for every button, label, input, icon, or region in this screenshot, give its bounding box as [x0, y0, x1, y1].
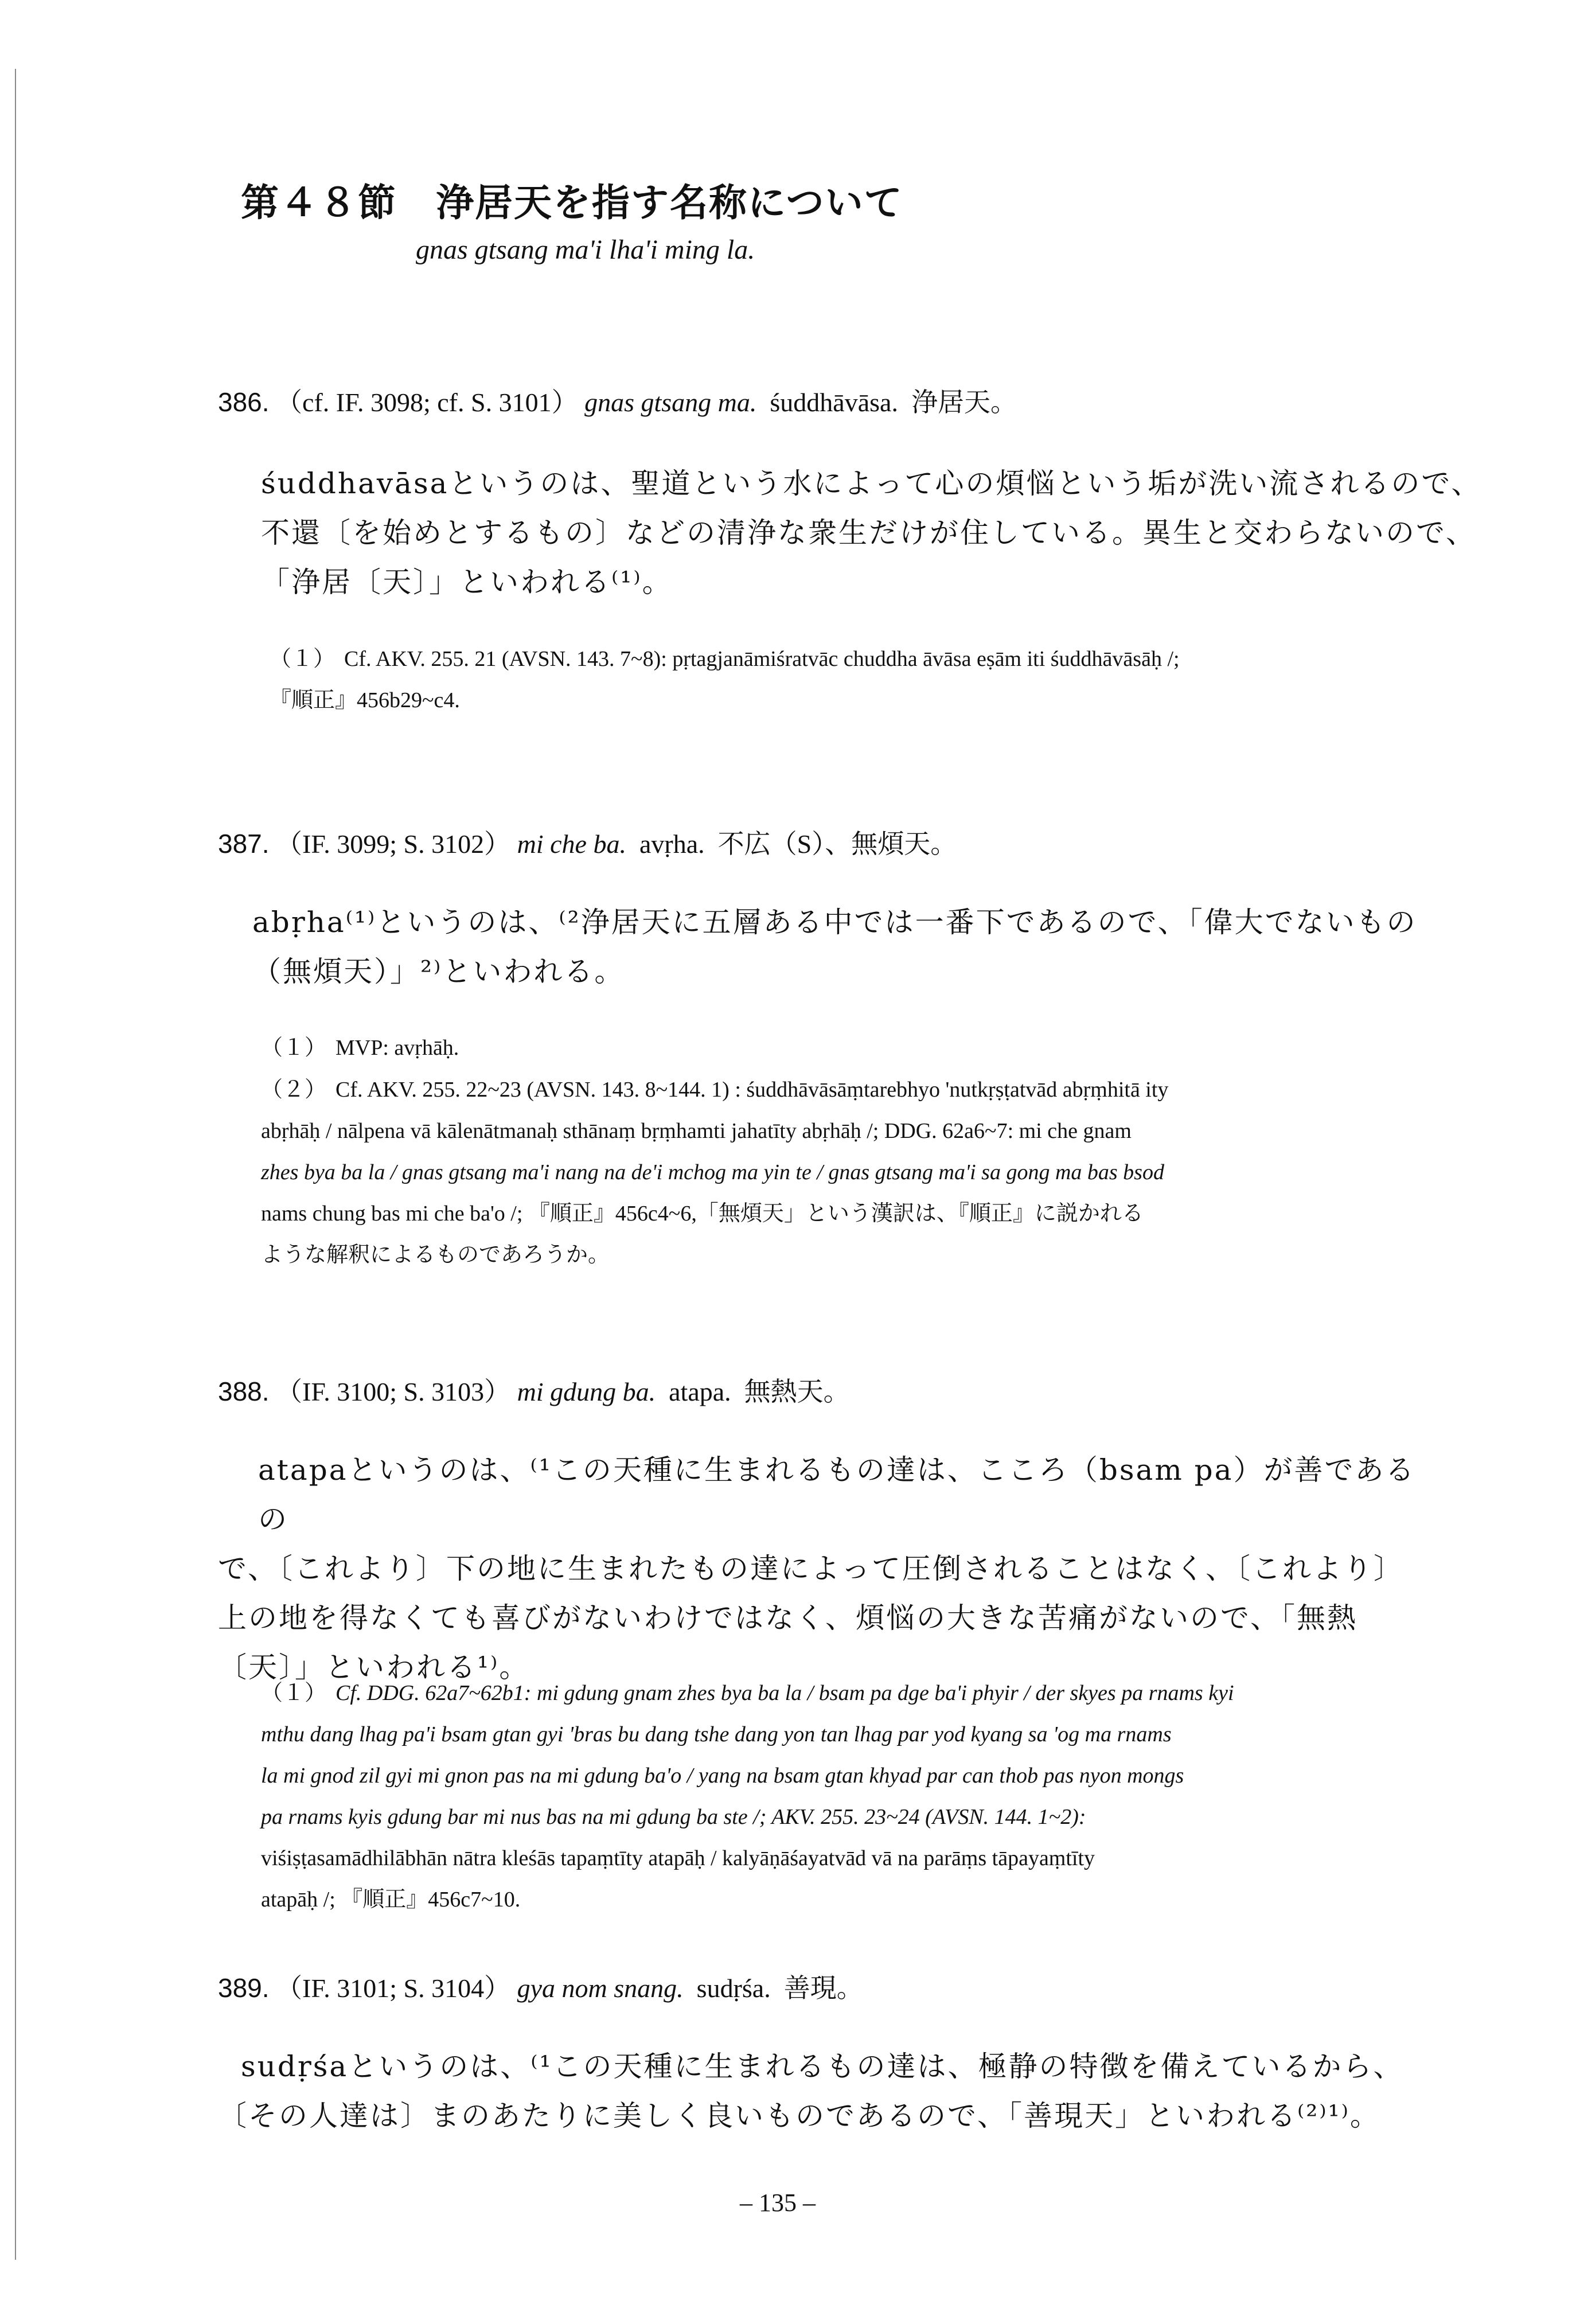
footnote — [261, 1027, 1402, 1069]
page-margin-line — [15, 69, 16, 2260]
entry-body-387 — [252, 898, 1474, 996]
body-line: abṛha⁽¹⁾というのは、⁽²浄居天に五層ある中では一番下であるので、「偉大でないもの — [252, 906, 1417, 939]
entry-number: 388. — [218, 1377, 270, 1406]
footnote-line: Cf. AKV. 255. 21 (AVSN. 143. 7~8): pṛtagjanāmiśratvāc chuddha āvāsa eṣām iti śuddhāvāsāḥ /; — [344, 647, 1180, 671]
footnote-line: ような解釈によるものであろうか。 — [261, 1243, 610, 1267]
entry-head-389 — [218, 1967, 863, 2005]
entry-head-386 — [218, 381, 1017, 419]
footnote — [261, 1069, 1402, 1276]
entry-refs: （IF. 3101; S. 3104） — [276, 1974, 511, 2003]
page-number: – 135 – — [740, 2189, 816, 2217]
entry-chinese: 無熱天。 — [744, 1377, 850, 1406]
body-line: 上の地を得なくても喜びがないわけではなく、煩悩の大きな苦痛がないので、「無熱 — [218, 1601, 1357, 1635]
footnote-line: Cf. AKV. 255. 22~23 (AVSN. 143. 8~144. 1) : śuddhāvāsāṃtarebhyo 'nutkṛṣṭatvād abṛṃhitā ity — [336, 1078, 1169, 1102]
entry-tibetan: gya nom snang. — [517, 1974, 684, 2003]
entry-tibetan: mi gdung ba. — [517, 1377, 656, 1406]
entry-sanskrit: sudṛśa. — [696, 1974, 771, 2003]
footnote-line: mthu dang lhag pa'i bsam gtan gyi 'bras bu dang tshe dang yon tan lhag par yod kyang sa 'og ma rnams — [261, 1722, 1172, 1746]
body-line: で、〔これより〕下の地に生まれたもの達によって圧倒されることはなく、〔これより〕 — [218, 1552, 1404, 1585]
footnote — [261, 1672, 1402, 1920]
entry-tibetan: gnas gtsang ma. — [584, 388, 757, 417]
footnote-line: zhes bya ba la / gnas gtsang ma'i nang na de'i mchog ma yin te / gnas gtsang ma'i sa gong ma bas bsod — [261, 1160, 1164, 1184]
body-line: sudṛśaというのは、⁽¹この天種に生まれるもの達は、極静の特徴を備えているから、 — [241, 2050, 1404, 2083]
entry-body-386 — [261, 459, 1483, 607]
entry-refs: （IF. 3100; S. 3103） — [276, 1377, 511, 1406]
entry-body-389 — [218, 2042, 1440, 2140]
body-line: 〔天〕」といわれる¹⁾。 — [218, 1651, 530, 1684]
body-line: 「浄居〔天〕」といわれる⁽¹⁾。 — [261, 566, 673, 599]
entry-number: 387. — [218, 829, 270, 859]
footnote-mark: （１） — [270, 646, 336, 671]
entry-head-387 — [218, 823, 957, 861]
entry-sanskrit: avṛha. — [639, 829, 705, 859]
entry-head-388 — [218, 1371, 850, 1409]
entry-sanskrit: śuddhāvāsa. — [770, 388, 898, 417]
footnote-line: abṛhāḥ / nālpena vā kālenātmanaḥ sthānaṃ bṛṃhamti jahatīty abṛhāḥ /; DDG. 62a6~7: mi che gnam — [261, 1119, 1132, 1143]
footnote-line: nams chung bas mi che ba'o /; 『順正』456c4~6,「無煩天」という漢訳は、『順正』に説かれる — [261, 1202, 1144, 1226]
entry-chinese: 浄居天。 — [911, 388, 1017, 417]
footnote-line: la mi gnod zil gyi mi gnon pas na mi gdung ba'o / yang na bsam gtan khyad par can thob pas nyon mongs — [261, 1764, 1184, 1788]
entry-notes-388 — [261, 1672, 1402, 1920]
entry-chinese: 不広（S）、無煩天。 — [717, 829, 957, 859]
footnote-line: MVP: avṛhāḥ. — [336, 1036, 459, 1060]
entry-number: 386. — [218, 387, 270, 417]
entry-tibetan: mi che ba. — [517, 829, 626, 859]
section-title: 第４８節 浄居天を指す名称について — [241, 180, 903, 225]
entry-chinese: 善現。 — [783, 1974, 863, 2003]
entry-number: 389. — [218, 1973, 270, 2003]
entry-notes-387 — [261, 1027, 1402, 1276]
footnote-line: viśiṣṭasamādhilābhān nātra kleśās tapaṃtīty atapāḥ / kalyāṇāśayatvād vā na parāṃs tāpayaṃtīty — [261, 1846, 1095, 1870]
entry-refs: （IF. 3099; S. 3102） — [276, 829, 511, 859]
body-line: 〔その人達は〕まのあたりに美しく良いものであるので、「善現天」といわれる⁽²⁾¹⁾。 — [218, 2099, 1380, 2132]
body-line: śuddhavāsaというのは、聖道という水によって心の煩悩という垢が洗い流されるので、 — [261, 467, 1482, 500]
body-line: atapaというのは、⁽¹この天種に生まれるもの達は、こころ（bsam pa）が善であるの — [258, 1453, 1416, 1536]
footnote-line: atapāḥ /; 『順正』456c7~10. — [261, 1888, 521, 1912]
entry-sanskrit: atapa. — [669, 1377, 731, 1406]
footnote-line: pa rnams kyis gdung bar mi nus bas na mi gdung ba ste /; AKV. 255. 23~24 (AVSN. 144. 1~2): — [261, 1805, 1086, 1829]
body-line: 不還〔を始めとするもの〕などの清浄な衆生だけが住している。異生と交わらないので、 — [261, 516, 1476, 549]
entry-body-388 — [218, 1445, 1440, 1692]
footnote-line: 『順正』456b29~c4. — [270, 688, 460, 712]
footnote — [270, 638, 1411, 721]
footnote-line: Cf. DDG. 62a7~62b1: mi gdung gnam zhes bya ba la / bsam pa dge ba'i phyir / der skyes pa rnams kyi — [336, 1681, 1234, 1705]
section-subtitle: gnas gtsang ma'i lha'i ming la. — [416, 235, 755, 265]
footnote-mark: （１） — [261, 1035, 327, 1060]
body-line: （無煩天）」²⁾といわれる。 — [252, 955, 625, 988]
entry-refs: （cf. IF. 3098; cf. S. 3101） — [276, 388, 578, 417]
footnote-mark: （２） — [261, 1077, 327, 1102]
footnote-mark: （１） — [261, 1680, 327, 1705]
entry-notes-386 — [270, 638, 1411, 721]
